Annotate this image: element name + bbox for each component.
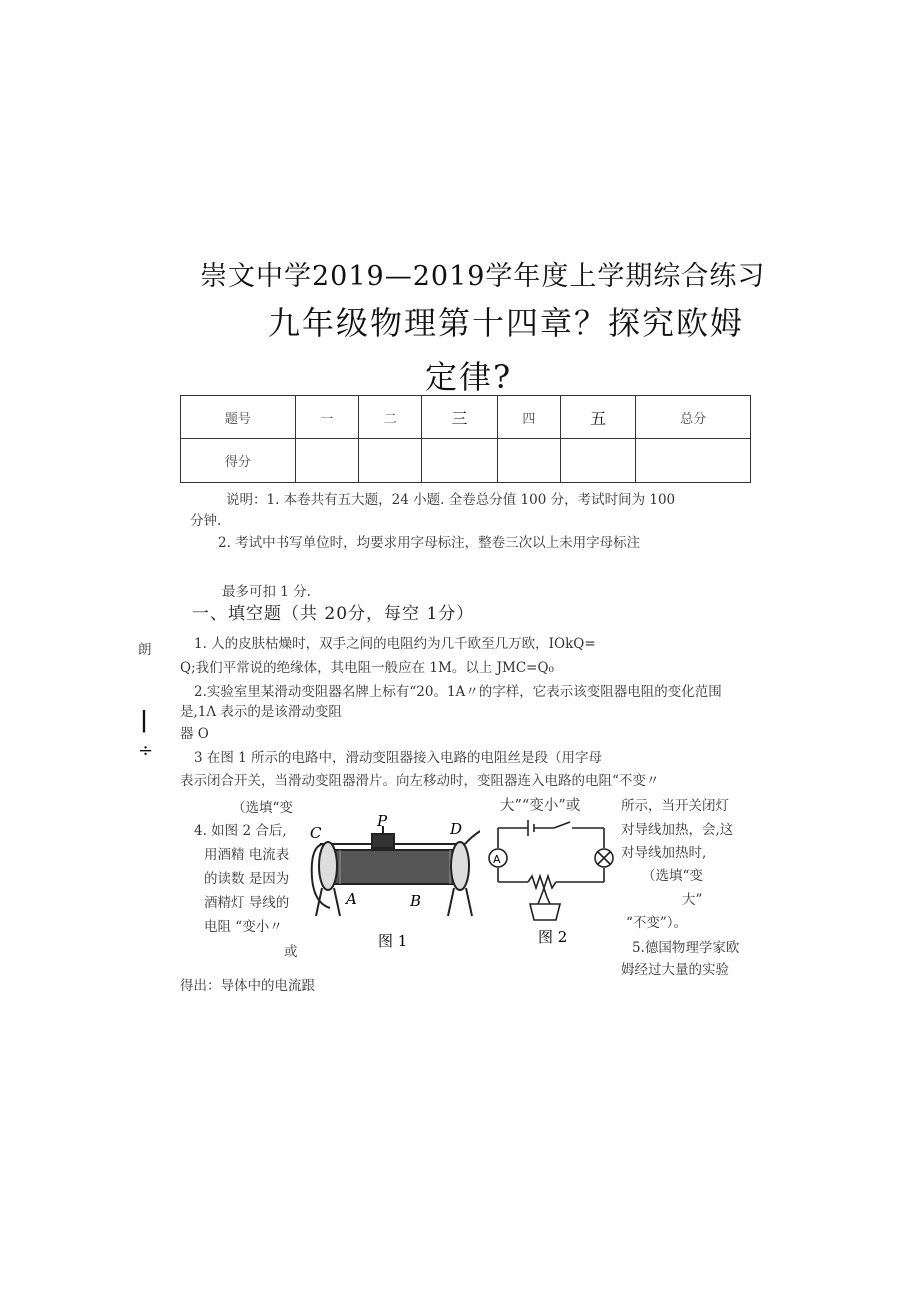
score-table <box>180 395 751 483</box>
score-cell[interactable] <box>295 439 358 483</box>
table-row-label: 得分 <box>181 439 296 483</box>
question-3: 3 在图 1 所示的电路中，滑动变阻器接入电路的电阻丝是段（用字母 <box>194 750 603 766</box>
table-row <box>181 396 751 439</box>
question-1-cont: Q;我们平常说的绝缘体，其电阻一般应在 1M。以上 JMC=Q₀ <box>180 660 554 676</box>
question-2-cont: 是,1Λ 表示的是该滑动变阻 <box>180 704 342 720</box>
label-d: D <box>450 820 463 838</box>
table-header-cell: 三 <box>422 396 497 439</box>
table-header-cell: 题号 <box>181 396 296 439</box>
school-title: 崇文中学2019—2019学年度上学期综合练习 <box>200 261 766 292</box>
score-cell[interactable] <box>561 439 636 483</box>
note-3: 最多可扣 1 分. <box>222 584 311 600</box>
figure-2-circuit <box>486 816 616 946</box>
margin-mark: ÷ <box>138 740 154 761</box>
right-col-text: 对导线加热，会,这 <box>621 822 734 838</box>
figure-1-caption: 图 1 <box>378 932 408 950</box>
mid-text: 大”“变小”或 <box>500 798 581 814</box>
chapter-title: 九年级物理第十四章？探究欧姆 <box>268 304 745 342</box>
question-2: 2.实验室里某滑动变阻器名牌上标有“20。1A〃的字样，它表示该变阻器电阻的变化范围 <box>194 684 722 700</box>
right-col-text: （选填“变 <box>642 868 703 884</box>
section-heading: 一、填空题（共 20分，每空 1分） <box>192 604 475 624</box>
right-col-text: 所示，当开关闭灯 <box>621 798 729 814</box>
left-col-text: （选填“变 <box>232 800 293 816</box>
score-cell[interactable] <box>497 439 560 483</box>
figure-2-caption: 图 2 <box>538 928 568 946</box>
table-header-cell: 总分 <box>636 396 751 439</box>
right-col-text: 对导线加热时, <box>621 845 707 861</box>
question-5-cont: 得出：导体中的电流跟 <box>180 978 315 994</box>
left-col-text: 酒精灯 导线的 <box>204 895 290 911</box>
table-header-cell: 四 <box>497 396 560 439</box>
note-2: 2. 考试中书写单位时，均要求用字母标注，整卷三次以上未用字母标注 <box>218 535 641 551</box>
ammeter-label: A <box>493 853 501 866</box>
note-1: 说明：1. 本卷共有五大题，24 小题. 全卷总分值 100 分，考试时间为 100 <box>226 492 676 508</box>
figure-1-rheostat <box>300 808 480 953</box>
margin-mark: 朗 <box>138 642 152 658</box>
question-4: 4. 如图 2 合后, <box>194 823 287 839</box>
margin-mark: | <box>140 707 149 733</box>
label-p: P <box>377 812 388 830</box>
question-5: 5.德国物理学家欧 <box>632 940 740 956</box>
left-col-text: 电阻 “变小〃 <box>204 919 283 935</box>
score-cell[interactable] <box>636 439 751 483</box>
table-row <box>181 439 751 483</box>
label-a: A <box>346 890 357 908</box>
right-col-text: 姆经过大量的实验 <box>621 962 729 978</box>
question-3-cont: 表示闭合开关，当滑动变阻器滑片。向左移动时，变阻器连入电路的电阻“不变〃 <box>180 773 660 789</box>
question-2-end: 器 O <box>180 726 209 742</box>
label-c: C <box>310 824 322 842</box>
question-1: 1. 人的皮肤枯燥时，双手之间的电阻约为几千欧至几万欧，IOkQ= <box>194 636 596 652</box>
score-cell[interactable] <box>359 439 422 483</box>
table-header-cell: 五 <box>561 396 636 439</box>
table-header-cell: 一 <box>295 396 358 439</box>
left-col-text: 的读数 是因为 <box>204 871 290 887</box>
note-1-cont: 分钟. <box>190 513 222 529</box>
label-b: B <box>410 892 422 910</box>
score-cell[interactable] <box>422 439 497 483</box>
left-col-text: 或 <box>284 944 298 960</box>
chapter-title-cont: 定律? <box>425 358 513 396</box>
left-col-text: 用酒精 电流表 <box>204 847 290 863</box>
table-header-cell: 二 <box>359 396 422 439</box>
right-col-text: 大” <box>682 892 703 908</box>
right-col-text: “不变”）。 <box>626 915 688 931</box>
